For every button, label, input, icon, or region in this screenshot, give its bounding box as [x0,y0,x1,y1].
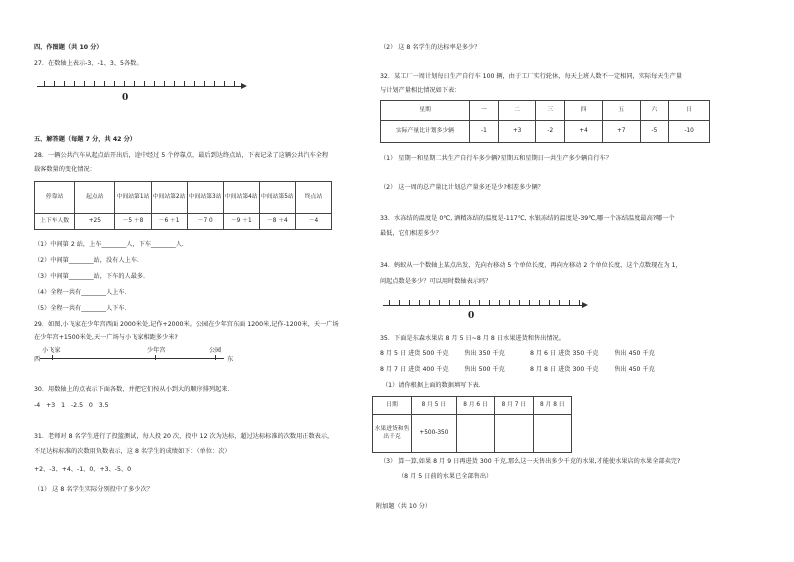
fruit-row-label: 水果进货和售出千克 [373,415,412,453]
week-cell: +4 [565,121,603,143]
number-line-tick [204,81,205,86]
week-cell: -10 [669,121,710,143]
question-28-sub3: （3）中间第________站，下车的人最多． [34,273,150,280]
number-line-tick [579,300,580,305]
number-line-tick [194,81,195,86]
week-header-cell: 日 [669,101,710,121]
number-line-tick [499,300,500,305]
question-30-numbers: -4 +3 1 -2.5 0 3.5 [34,402,109,409]
question-29-line2: 在少年宫+1500米处,天一广场与小飞家相距多少米? [34,334,178,341]
bus-cell: －4 [295,214,331,230]
number-line-tick [549,300,550,305]
bus-header-cell: 中间站第5站 [259,182,295,214]
week-cell: -2 [536,121,565,143]
record-aug-8: 8 月 8 日 进货 300 千克 售出 450 千克 [530,366,655,373]
week-header-cell: 二 [498,101,536,121]
number-line-tick [539,300,540,305]
number-line-tick [224,81,225,86]
number-line-tick [519,300,520,305]
number-line-tick [529,300,530,305]
fruit-cell [533,415,571,453]
week-header-cell: 一 [470,101,499,121]
question-29-line1: 29．如图,小飞家在少年宫西面 2000米处,记作+2000米。公园在少年宫东面 1200米,记作-1200米，天一广场 [34,321,339,328]
number-line-tick [74,81,75,86]
number-line-tick [459,300,460,305]
bus-cell: －6 ＋1 [151,214,187,230]
week-table [380,100,710,143]
section-5-title: 五、解答题（每题 7 分，共 42 分） [34,136,136,143]
number-line-tick [489,300,490,305]
week-cell: +3 [498,121,536,143]
question-31-line2: 不足达标标准的次数用负数表示，这 8 名学生的成绩如下：（单位：次） [34,448,231,455]
section-4-title: 四、作图题（共 10 分） [34,44,103,51]
question-32-sub1: （1） 星期一和星期二共生产自行车多少辆?星期五和星期日一共生产多少辆自行车？ [380,155,612,162]
number-line-tick [429,300,430,305]
week-header-cell: 三 [536,101,565,121]
number-line-tick [559,300,560,305]
bus-cell: －7 0 [187,214,223,230]
map-label-xiaofei: 小飞家 [42,347,61,354]
week-header-cell: 五 [602,101,640,121]
question-28-line1: 28．一辆公共汽车从起点站开出后，途中经过 5 个停靠点，最后到达终点站，下表记录了这辆公共汽车全程 [34,152,329,159]
number-line-tick [509,300,510,305]
map-label-west: 西 [34,356,41,363]
question-33-line1: 33．水冻结的温度是 0℃, 酒精冻结的温度是-117℃, 水银冻结的温度是-39℃,哪一个冻结温度最高?哪一个 [380,215,675,222]
week-cell: +7 [602,121,640,143]
number-line-tick [124,81,125,86]
zero-label: 0 [468,311,475,321]
number-line-tick [164,81,165,86]
number-line-tick [114,81,115,86]
number-line-tick [154,81,155,86]
bus-header-cell: 终点站 [295,182,331,214]
bus-row-label: 上下车人数 [35,214,75,230]
record-aug-6: 8 月 6 日 进货 350 千克 售出 450 千克 [530,350,655,357]
number-line-tick [174,81,175,86]
number-line-tick [469,300,470,305]
question-33-line2: 最低，它们相差多少？ [380,230,442,237]
question-35-sub3: （3） 算一算,如果 8 月 9 日再进货 300 千克,那么这一天售出多少千克的水果,才能使水果店的水果全部卖完? [380,458,681,465]
week-header-cell: 六 [640,101,669,121]
number-line-tick [64,81,65,86]
fruit-header-cell: 8 月 7 日 [495,397,533,415]
fruit-header-cell: 8 月 8 日 [533,397,571,415]
fruit-cell [456,415,494,453]
number-line-tick [144,81,145,86]
question-31-line1: 31．老师对 8 名学生进行了投篮测试，每人投 20 次，投中 12 次为达标，超过达标标准的次数用正数表示， [34,433,334,440]
bus-cell: +25 [75,214,115,230]
number-line-tick [399,300,400,305]
question-27: 27．在数轴上表示-3、-1、3、5各数。 [34,60,143,67]
question-34-line2: 问起点数是多少？可以用时数轴表示吗？ [380,278,492,285]
number-line-tick [214,81,215,86]
question-31-sub2: （2） 这 8 名学生的达标率是多少？ [380,44,481,51]
question-28-sub4: （4）全程一共有________人上车． [34,289,131,296]
bus-header-cell: 中间站第4站 [223,182,259,214]
number-line-tick [54,81,55,86]
record-aug-5: 8 月 5 日 进货 500 千克 售出 350 千克 [380,350,505,357]
question-32-sub2: （2） 这一周的总产量比计划总产量多还是少?相差多少辆？ [380,184,544,191]
number-line-tick [184,81,185,86]
question-35-sub3-note: （8 月 5 日前的水果已全部售出） [398,473,493,480]
bus-header-cell: 停靠站 [35,182,75,214]
number-line-tick [389,300,390,305]
number-line-tick [104,81,105,86]
number-line-tick [84,81,85,86]
number-line-tick [569,300,570,305]
record-aug-7: 8 月 7 日 进货 400 千克 售出 500 千克 [380,366,505,373]
question-32-line2: 与计划产量相比情况如下表： [380,87,461,94]
number-line-tick [134,81,135,86]
number-line-tick [234,81,235,86]
number-line-tick [479,300,480,305]
question-35: 35．下面是东森水果店 8 月 5 日~8 月 8 日水果进货和售出情况。 [380,335,565,342]
number-line-tick [44,81,45,86]
question-28-line2: 载客数量的变化情况： [34,166,96,173]
map-label-shaoniangong: 少年宫 [147,347,166,354]
bus-header-cell: 起点站 [75,182,115,214]
number-line-tick [449,300,450,305]
question-35-sub1: （1）请你根据上面的数据填写下表. [382,382,481,389]
bus-cell: －9 ＋1 [223,214,259,230]
week-header-cell: 四 [565,101,603,121]
bus-header-cell: 中间站第1站 [115,182,151,214]
bus-cell: －8 ＋4 [259,214,295,230]
number-line-tick [419,300,420,305]
fruit-cell [495,415,533,453]
map-label-east: 东 [227,356,234,363]
question-28-sub1: （1）中间第 2 站，上车________人，下车________人． [34,241,189,248]
week-cell: -5 [640,121,669,143]
question-32-line1: 32．某工厂一周计划每日生产自行车 100 辆，由于工厂实行轮休，每天上班人数不一定相同，实际每天生产量 [380,73,683,80]
question-31-data: +2、-3、+4、-1、0、+3、-5、0 [34,466,132,473]
zero-label: 0 [122,93,129,103]
question-30: 30．用数轴上的点表示下面各数，并把它们按从小到大的顺序排列起来． [34,386,234,393]
week-cell: -1 [470,121,499,143]
fruit-header-cell: 8 月 6 日 [456,397,494,415]
bus-cell: －5 ＋8 [115,214,151,230]
question-28-sub5: （5）全程一共有________人下车． [34,305,131,312]
fruit-cell: +500-350 [412,415,457,453]
bus-header-cell: 中间站第2站 [151,182,187,214]
number-line-tick [409,300,410,305]
bonus-title: 附加题（共 10 分） [376,503,432,510]
question-31-sub1: （1） 这 8 名学生实际分别投中了多少次？ [34,486,153,493]
map-label-park: 公园 [209,347,222,354]
bus-header-cell: 中间站第3站 [187,182,223,214]
week-header-cell: 星期 [381,101,470,121]
number-line-tick [439,300,440,305]
question-34-line1: 34．蚂蚁从一个数轴上某点出发，先向右移动 5 个单位长度，再向左移动 2 个单位长度，这个点数现在为 1， [380,262,682,269]
fruit-table [372,396,572,453]
number-line-tick [94,81,95,86]
fruit-header-cell: 8 月 5 日 [412,397,457,415]
bus-table [34,181,332,230]
week-row-label: 实际产量比计划多少辆 [381,121,470,143]
question-28-sub2: （2）中间第________站，没有人上车． [34,257,144,264]
fruit-header-cell: 日期 [373,397,412,415]
